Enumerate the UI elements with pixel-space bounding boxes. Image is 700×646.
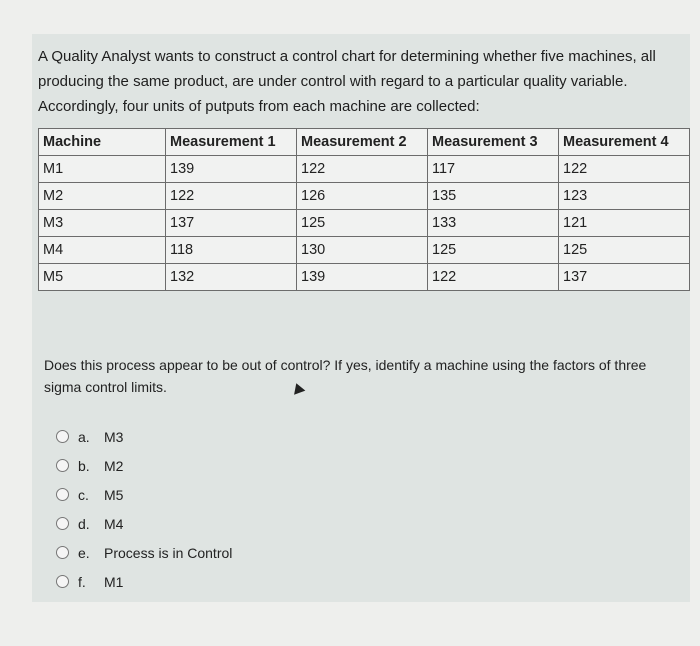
- measurement-cell: 123: [559, 183, 690, 210]
- column-header: Measurement 3: [428, 129, 559, 156]
- measurement-cell: 139: [166, 156, 297, 183]
- option-letter: c.: [78, 486, 89, 503]
- column-header: Measurement 4: [559, 129, 690, 156]
- option-d[interactable]: [56, 509, 232, 538]
- option-a[interactable]: [56, 422, 232, 451]
- option-text: M3: [104, 428, 124, 445]
- machine-cell: M2: [39, 183, 166, 210]
- option-b[interactable]: [56, 451, 232, 480]
- table-row: [39, 210, 690, 237]
- question-text: Does this process appear to be out of control? If yes, identify a machine using the factors of three sigma control limits.: [44, 357, 647, 395]
- measurement-cell: 139: [297, 264, 428, 291]
- machine-cell: M5: [39, 264, 166, 291]
- measurement-cell: 126: [297, 183, 428, 210]
- measurement-cell: 125: [428, 237, 559, 264]
- measurement-cell: 125: [559, 237, 690, 264]
- option-f[interactable]: [56, 567, 232, 596]
- radio-icon[interactable]: [56, 430, 69, 443]
- column-header: Machine: [39, 129, 166, 156]
- option-letter: d.: [78, 515, 90, 532]
- option-text: M4: [104, 515, 124, 532]
- option-text: Process is in Control: [104, 544, 233, 561]
- radio-icon[interactable]: [56, 517, 69, 530]
- table-row: [39, 264, 690, 291]
- option-text: M1: [104, 573, 124, 590]
- question-intro: A Quality Analyst wants to construct a control chart for determining whether five machines, all producing the same product, are under control with regard to a particular quality variable. Accordingly, four units of putputs from each machine are collected:: [38, 48, 656, 115]
- measurement-table: [38, 128, 690, 291]
- radio-icon[interactable]: [56, 575, 69, 588]
- table-row: [39, 237, 690, 264]
- option-text: M5: [104, 486, 124, 503]
- measurement-cell: 121: [559, 210, 690, 237]
- table-header-row: [39, 129, 690, 156]
- radio-icon[interactable]: [56, 459, 69, 472]
- measurement-cell: 122: [297, 156, 428, 183]
- table-row: [39, 183, 690, 210]
- column-header: Measurement 1: [166, 129, 297, 156]
- radio-icon[interactable]: [56, 488, 69, 501]
- machine-cell: M1: [39, 156, 166, 183]
- measurement-cell: 125: [297, 210, 428, 237]
- option-letter: e.: [78, 544, 90, 561]
- option-c[interactable]: [56, 480, 232, 509]
- measurement-cell: 137: [559, 264, 690, 291]
- measurement-cell: 122: [166, 183, 297, 210]
- measurement-cell: 117: [428, 156, 559, 183]
- measurement-cell: 135: [428, 183, 559, 210]
- measurement-cell: 118: [166, 237, 297, 264]
- option-letter: a.: [78, 428, 90, 445]
- measurement-cell: 132: [166, 264, 297, 291]
- option-e[interactable]: [56, 538, 232, 567]
- measurement-cell: 122: [559, 156, 690, 183]
- measurement-cell: 133: [428, 210, 559, 237]
- machine-cell: M3: [39, 210, 166, 237]
- measurement-cell: 130: [297, 237, 428, 264]
- option-text: M2: [104, 457, 124, 474]
- option-letter: f.: [78, 573, 86, 590]
- radio-icon[interactable]: [56, 546, 69, 559]
- table-row: [39, 156, 690, 183]
- option-letter: b.: [78, 457, 90, 474]
- measurement-cell: 137: [166, 210, 297, 237]
- measurement-cell: 122: [428, 264, 559, 291]
- column-header: Measurement 2: [297, 129, 428, 156]
- answer-options: [56, 422, 232, 596]
- machine-cell: M4: [39, 237, 166, 264]
